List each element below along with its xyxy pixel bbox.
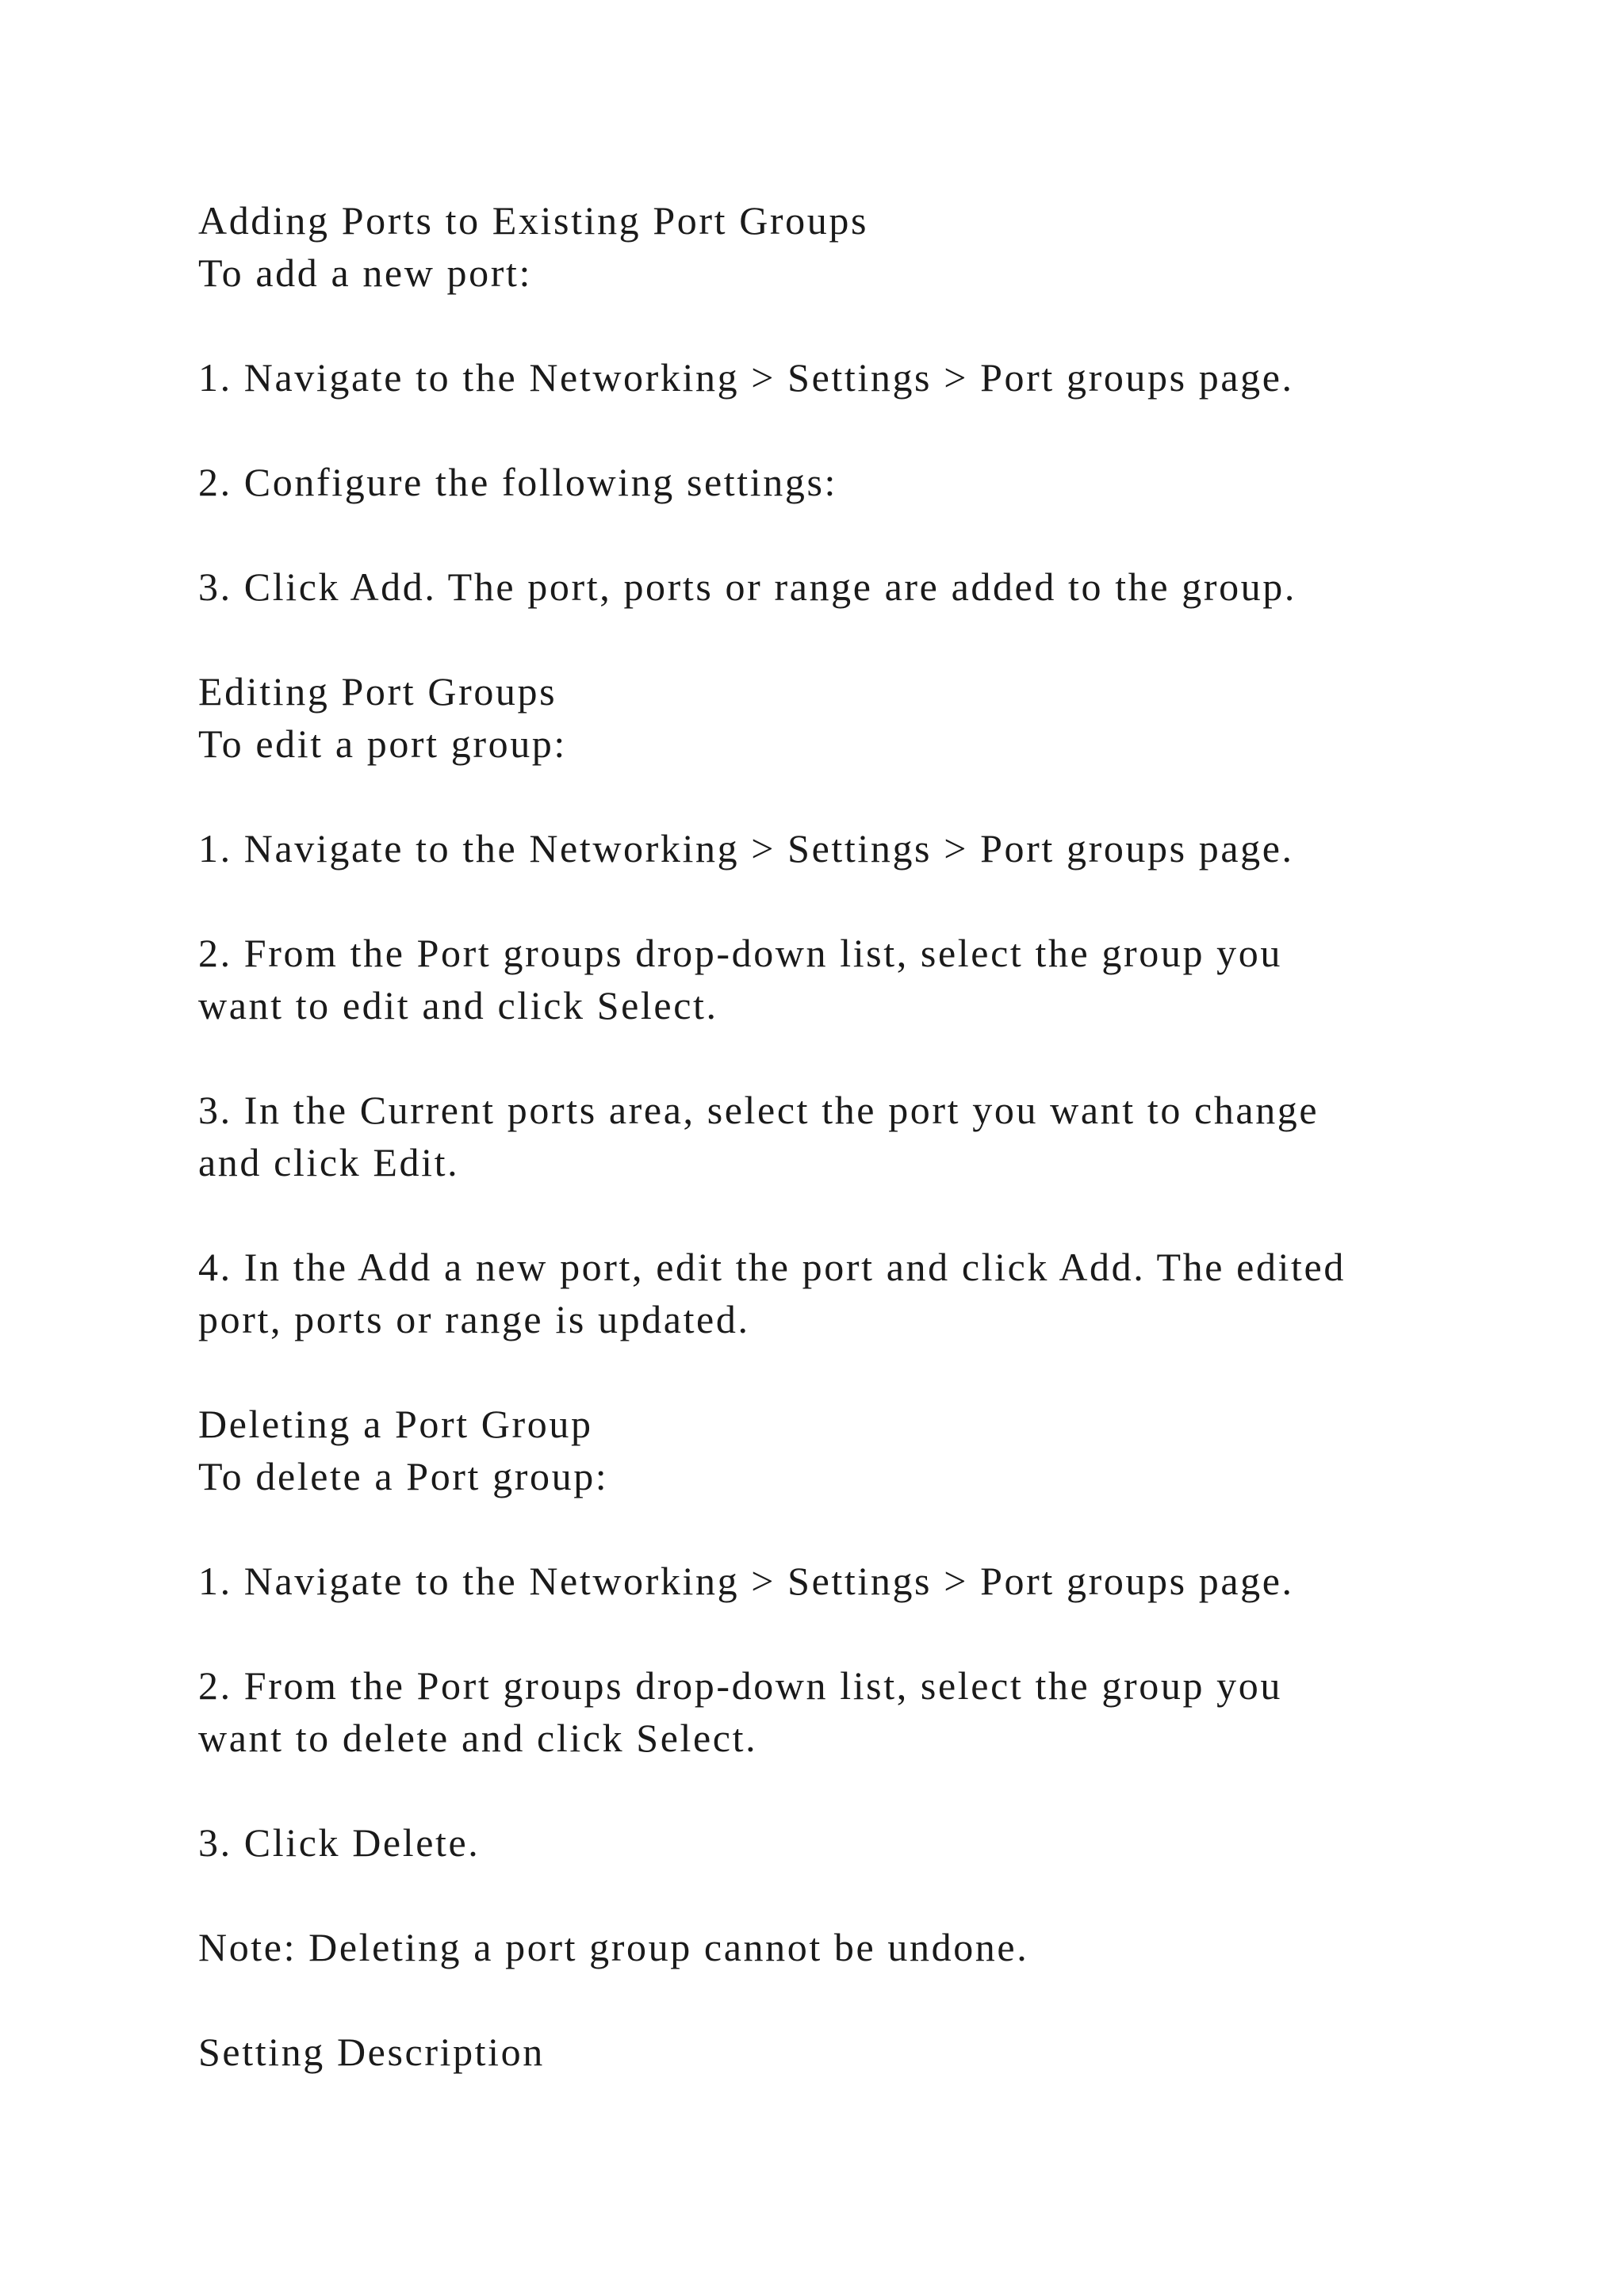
spacer [198, 1188, 1507, 1241]
spacer [198, 1869, 1507, 1921]
section-intro-adding: To add a new port: [198, 251, 532, 295]
spacer [198, 1031, 1507, 1084]
spacer [198, 299, 1507, 351]
spacer [198, 1764, 1507, 1816]
adding-step-2: 2. Configure the following settings: [198, 460, 838, 504]
adding-step-1: 1. Navigate to the Networking > Settings > Port groups page. [198, 355, 1294, 400]
spacer [198, 1607, 1507, 1659]
spacer [198, 874, 1507, 927]
editing-step-3-line-2: and click Edit. [198, 1140, 460, 1184]
deleting-note: Note: Deleting a port group cannot be undone. [198, 1925, 1029, 1969]
section-intro-editing: To edit a port group: [198, 721, 567, 766]
editing-step-1: 1. Navigate to the Networking > Settings > Port groups page. [198, 826, 1294, 871]
deleting-step-1: 1. Navigate to the Networking > Settings > Port groups page. [198, 1559, 1294, 1603]
spacer [198, 770, 1507, 822]
editing-step-3-line-1: 3. In the Current ports area, select the port you want to change [198, 1088, 1320, 1132]
deleting-step-2-line-2: want to delete and click Select. [198, 1716, 758, 1760]
adding-step-3: 3. Click Add. The port, ports or range are added to the group. [198, 564, 1297, 609]
section-intro-deleting: To delete a Port group: [198, 1454, 609, 1498]
spacer [198, 613, 1507, 665]
section-heading-deleting: Deleting a Port Group [198, 1402, 593, 1446]
editing-step-2-line-2: want to edit and click Select. [198, 983, 718, 1027]
section-heading-setting-description: Setting Description [198, 2030, 545, 2074]
section-heading-editing: Editing Port Groups [198, 669, 557, 714]
editing-step-4-line-1: 4. In the Add a new port, edit the port and click Add. The edited [198, 1245, 1346, 1289]
spacer [198, 1345, 1507, 1398]
spacer [198, 1973, 1507, 2026]
section-heading-adding: Adding Ports to Existing Port Groups [198, 198, 869, 243]
document-body [198, 194, 1507, 2078]
deleting-step-2-line-1: 2. From the Port groups drop-down list, select the group you [198, 1663, 1282, 1708]
editing-step-2-line-1: 2. From the Port groups drop-down list, select the group you [198, 931, 1282, 975]
deleting-step-3: 3. Click Delete. [198, 1820, 481, 1865]
editing-step-4-line-2: port, ports or range is updated. [198, 1297, 750, 1341]
spacer [198, 404, 1507, 456]
spacer [198, 508, 1507, 561]
spacer [198, 1502, 1507, 1555]
